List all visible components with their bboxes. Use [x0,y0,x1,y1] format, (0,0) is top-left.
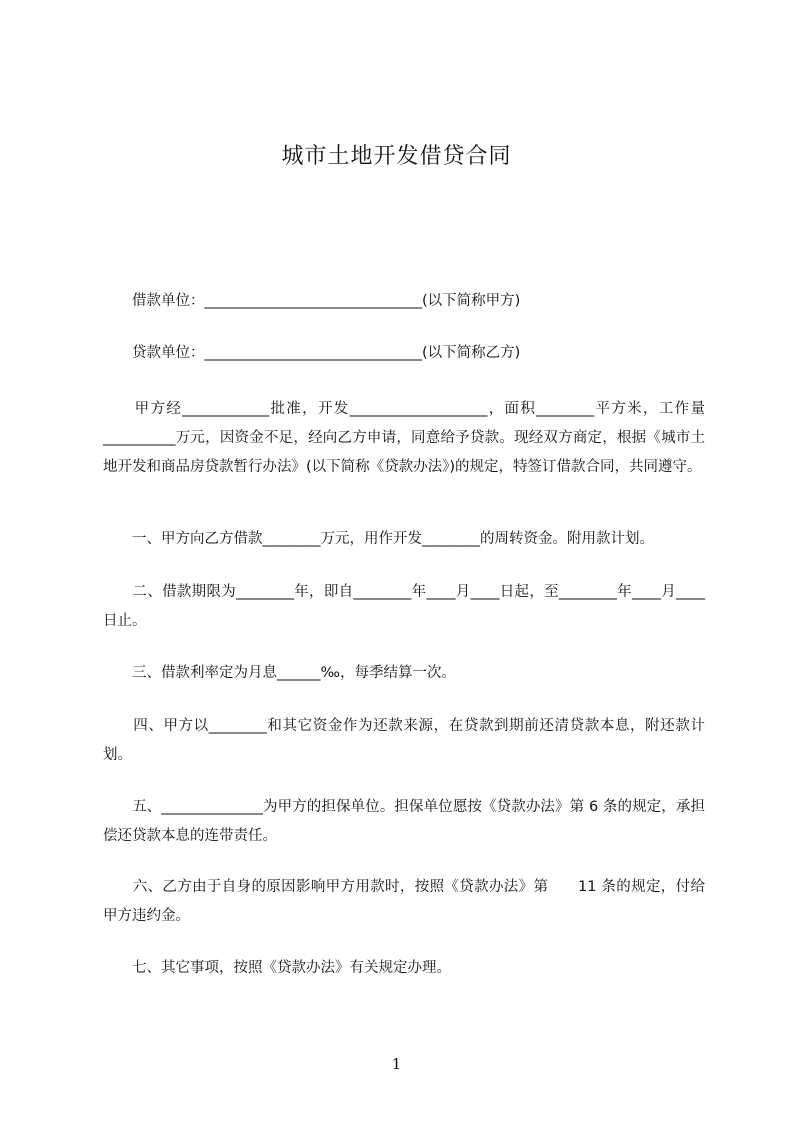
lender-line: 贷款单位：______________________________(以下简称乙方) [103,345,521,361]
preamble-paragraph: 甲方经____________批准，开发___________________，面积________平方米，工作量__________万元，因资金不足，经向乙方申请，同意给予贷款。现经双方商定，根据《城市土地开发和商品房贷款暂行办法》(以下简称《贷款办法》)的规定，特签订借款合同，共同遵守。 [103,401,705,475]
clause-2: 二、借款期限为________年，即自________年____月____日起，至________年____月____日止。 [103,584,705,629]
clause-3: 三、借款利率定为月息______‰，每季结算一次。 [103,665,456,681]
page-number: 1 [391,1055,402,1073]
document-title: 城市土地开发借贷合同 [281,144,512,169]
clause-4: 四、甲方以________和其它资金作为还款来源，在贷款到期前还清贷款本息，附还款计划。 [103,718,705,763]
clause-6: 六、乙方由于自身的原因影响甲方用款时，按照《贷款办法》第 11 条的规定，付给甲方违约金。 [103,879,705,924]
clause-5: 五、______________为甲方的担保单位。担保单位愿按《贷款办法》第 6 条的规定，承担偿还贷款本息的连带责任。 [103,799,705,844]
borrower-line: 借款单位：______________________________(以下简称甲方) [103,293,521,309]
clause-1: 一、甲方向乙方借款________万元，用作开发________的周转资金。附用款计划。 [103,531,654,547]
clause-7: 七、其它事项，按照《贷款办法》有关规定办理。 [103,960,451,976]
